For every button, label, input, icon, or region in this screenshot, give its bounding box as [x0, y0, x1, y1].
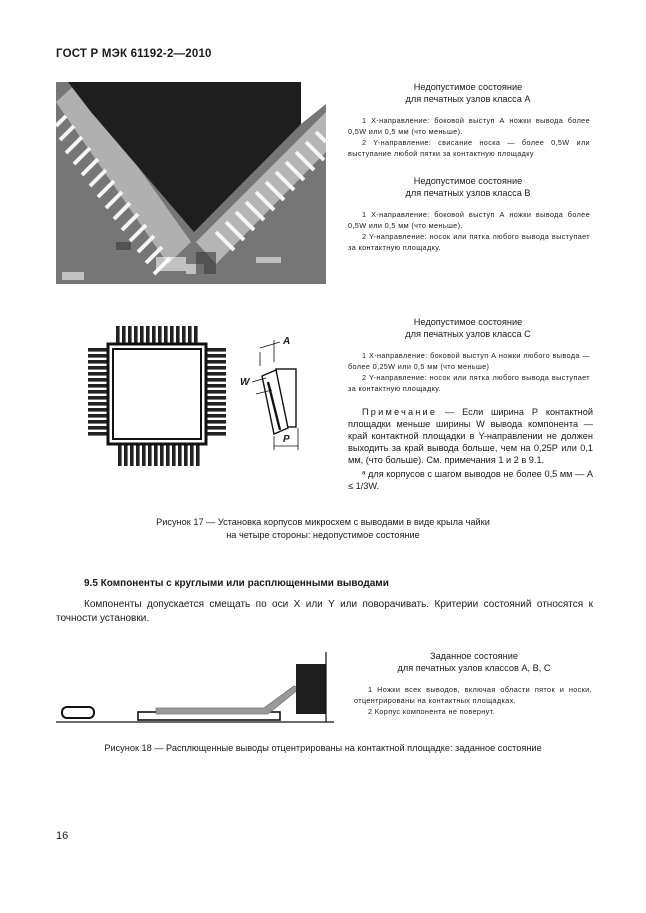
- flattened-lead-drawing: [56, 652, 346, 732]
- class-c-item-2: 2 Y-направление: носок или пятка любого вывода выступает за контактную площадку.: [348, 373, 590, 393]
- label-p: P: [283, 434, 290, 445]
- class-a-item-2: 2 Y-направление: свисание носка — более 0,5W или выступание любой пятки за контактную площадку: [348, 138, 590, 158]
- qfp-drawing: [88, 322, 228, 470]
- note-label: Примечание: [362, 407, 438, 417]
- figure17-note: [348, 406, 593, 492]
- chip-photo: [56, 82, 326, 284]
- fig18-item-1: 1 Ножки всех выводов, включая области пяток и носки, отцентрированы на контактных площадках.: [354, 685, 592, 705]
- fig18-item-2: 2 Корпус компонента не повернут.: [368, 707, 495, 716]
- section-heading: 9.5 Компоненты с круглыми или расплющенными выводами: [84, 578, 389, 589]
- class-b-title: Недопустимое состояние для печатных узлов класса В: [405, 176, 531, 198]
- class-b-item-1: 1 X-направление: боковой выступ А ножки вывода более 0,5W или 0,5 мм (что меньше).: [348, 210, 590, 230]
- note-text: — Если ширина Р контактной площадки меньше ширины W вывода компонента — край контактной площадки в Y-направлении не должен выходить за край вывода больше, чем на 0,25Р или 0,1 мм, (что больше). См. примечания 1 и 2 в 9.1.: [348, 407, 593, 465]
- figure18-caption: Рисунок 18 — Расплющенные выводы отцентрированы на контактной площадке: заданное состояние: [104, 743, 542, 753]
- note-footnote: ᵃ для корпусов с шагом выводов не более 0,5 мм — A ≤ 1/3W.: [348, 469, 593, 491]
- page-number: 16: [56, 830, 69, 842]
- class-b-item-2: 2 Y-направление: носок или пятка любого вывода выступает за контактную площадку.: [348, 232, 590, 252]
- class-b-items: [348, 209, 590, 253]
- figure17-caption: Рисунок 17 — Установка корпусов микросхем с выводами в виде крыла чайки на четыре стороны: недопустимое состояние: [156, 517, 490, 540]
- class-c-title: Недопустимое состояние для печатных узлов класса С: [405, 317, 531, 339]
- document-header: ГОСТ Р МЭК 61192-2—2010: [56, 48, 212, 60]
- fig18-title: Заданное состояние для печатных узлов классов А, В, С: [397, 651, 551, 673]
- class-c-items: [348, 350, 590, 394]
- section-body: Компоненты допускается смещать по оси X или Y или поворачивать. Критерии состояний относятся к точности установки.: [56, 599, 593, 624]
- label-w: W: [240, 377, 250, 388]
- lead-offset-detail: [236, 332, 306, 457]
- class-c-item-1: 1 X-направление: боковой выступ А ножки любого вывода — более 0,25W или 0,5 мм (что меньше): [348, 351, 590, 371]
- class-a-title: Недопустимое состояние для печатных узлов класса А: [405, 82, 531, 104]
- class-a-items: [348, 115, 590, 159]
- label-a: A: [283, 336, 291, 347]
- class-a-item-1: 1 X-направление: боковой выступ А ножки вывода более 0,5W или 0,5 мм (что меньше).: [348, 116, 590, 136]
- fig18-items: [354, 684, 592, 717]
